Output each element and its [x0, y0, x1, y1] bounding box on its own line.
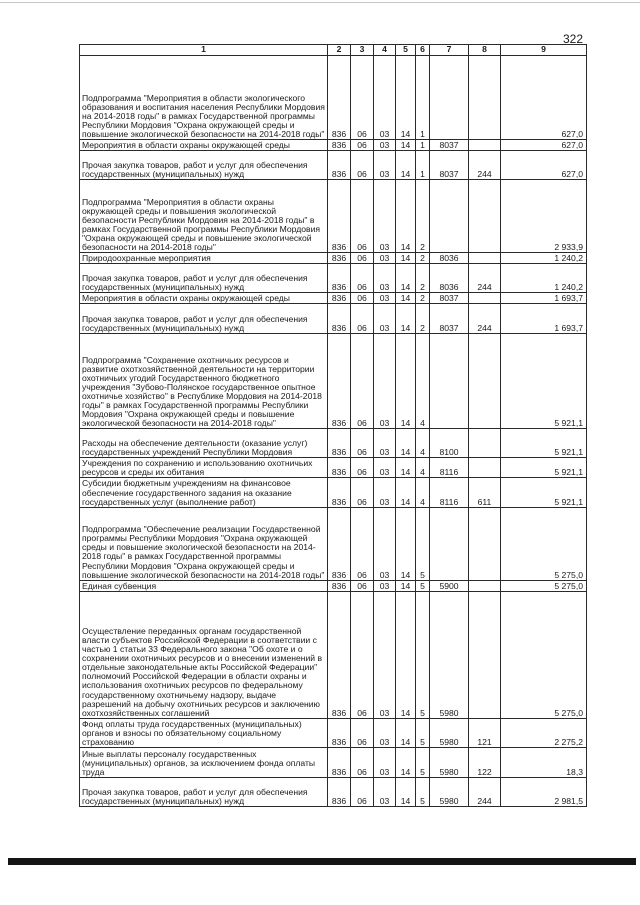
- row-value-cell: 836: [328, 293, 351, 304]
- row-value-cell: 5 921,1: [501, 429, 587, 458]
- column-header: 9: [501, 45, 587, 56]
- row-value-cell: 5: [416, 580, 430, 591]
- budget-table: [79, 44, 587, 807]
- row-name-cell: Фонд оплаты труда государственных (муниципальных) органов и взносы по обязательному социальному страхованию: [80, 718, 328, 747]
- table-row: [80, 56, 587, 140]
- row-value-cell: 14: [396, 253, 416, 264]
- table-row: [80, 478, 587, 507]
- row-value-cell: [430, 334, 469, 429]
- row-value-cell: 06: [351, 778, 374, 807]
- row-value-cell: 06: [351, 429, 374, 458]
- row-value-cell: 1: [416, 56, 430, 140]
- row-value-cell: 5 275,0: [501, 507, 587, 580]
- row-value-cell: [469, 140, 501, 151]
- row-value-cell: 244: [469, 151, 501, 180]
- row-value-cell: 03: [374, 151, 396, 180]
- row-value-cell: 244: [469, 778, 501, 807]
- row-value-cell: [469, 334, 501, 429]
- row-name-cell: Осуществление переданных органам государственной власти субъектов Российской Федерации в соответствии с частью 1 статьи 33 Федерального закона "Об охоте и о сохранении охотничьих ресурсов и о внесении изменений в отдельные законодательные акты Российской Федерации" полномочий Российской Федерации в области охраны и использования охотничьих ресурсов по федеральному государственному охотничьему надзору, выдаче разрешений на добычу охотничьих ресурсов и заключению охотхозяйственных соглашений: [80, 591, 328, 718]
- row-value-cell: 06: [351, 140, 374, 151]
- row-name-cell: Учреждения по сохранению и использованию охотничьих ресурсов и среды их обитания: [80, 458, 328, 478]
- row-value-cell: 14: [396, 180, 416, 253]
- row-value-cell: 2: [416, 253, 430, 264]
- table-row: [80, 458, 587, 478]
- row-value-cell: 4: [416, 429, 430, 458]
- row-value-cell: 5: [416, 718, 430, 747]
- row-value-cell: 836: [328, 778, 351, 807]
- row-value-cell: [469, 56, 501, 140]
- row-value-cell: 06: [351, 180, 374, 253]
- row-value-cell: 836: [328, 478, 351, 507]
- row-value-cell: 03: [374, 507, 396, 580]
- row-value-cell: 627,0: [501, 56, 587, 140]
- row-value-cell: 18,3: [501, 748, 587, 778]
- row-value-cell: 836: [328, 507, 351, 580]
- row-value-cell: 06: [351, 748, 374, 778]
- row-value-cell: 06: [351, 478, 374, 507]
- table-row: [80, 778, 587, 807]
- row-name-cell: Подпрограмма "Обеспечение реализации Государственной программы Республики Мордовия "Охрана окружающей среды и повышение экологической безопасности на 2014-2018 годы" в рамках Государственной программы Республики Мордовия "Охрана окружающей среды и повышение экологической безопасности на 2014-2018 годы": [80, 507, 328, 580]
- column-header: 5: [396, 45, 416, 56]
- row-value-cell: 5980: [430, 718, 469, 747]
- row-value-cell: 03: [374, 591, 396, 718]
- row-value-cell: 14: [396, 507, 416, 580]
- row-value-cell: 03: [374, 458, 396, 478]
- column-header: 2: [328, 45, 351, 56]
- row-value-cell: 03: [374, 748, 396, 778]
- table-row: [80, 718, 587, 747]
- column-header: 3: [351, 45, 374, 56]
- row-value-cell: 8037: [430, 293, 469, 304]
- table-row: [80, 304, 587, 334]
- row-value-cell: 06: [351, 718, 374, 747]
- page-number: 322: [563, 32, 584, 46]
- row-value-cell: 03: [374, 778, 396, 807]
- row-value-cell: 627,0: [501, 151, 587, 180]
- row-value-cell: 836: [328, 140, 351, 151]
- row-value-cell: 06: [351, 56, 374, 140]
- row-value-cell: 14: [396, 429, 416, 458]
- row-value-cell: 8037: [430, 140, 469, 151]
- row-value-cell: 8037: [430, 304, 469, 334]
- row-value-cell: 122: [469, 748, 501, 778]
- row-value-cell: 06: [351, 458, 374, 478]
- row-value-cell: 1 693,7: [501, 293, 587, 304]
- row-value-cell: [430, 180, 469, 253]
- row-value-cell: 836: [328, 180, 351, 253]
- row-value-cell: 836: [328, 429, 351, 458]
- row-value-cell: 1: [416, 140, 430, 151]
- row-value-cell: 14: [396, 304, 416, 334]
- row-value-cell: 14: [396, 56, 416, 140]
- row-value-cell: 8100: [430, 429, 469, 458]
- column-header: 1: [80, 45, 328, 56]
- row-value-cell: 06: [351, 264, 374, 293]
- row-value-cell: 14: [396, 748, 416, 778]
- row-value-cell: 836: [328, 151, 351, 180]
- row-value-cell: 06: [351, 293, 374, 304]
- row-value-cell: 5900: [430, 580, 469, 591]
- top-rule: [0, 2, 640, 3]
- row-value-cell: 836: [328, 718, 351, 747]
- row-value-cell: [430, 507, 469, 580]
- table-row: [80, 429, 587, 458]
- row-value-cell: 06: [351, 253, 374, 264]
- row-value-cell: 06: [351, 507, 374, 580]
- row-value-cell: 836: [328, 334, 351, 429]
- row-value-cell: 2: [416, 264, 430, 293]
- row-value-cell: 8036: [430, 253, 469, 264]
- row-value-cell: 4: [416, 478, 430, 507]
- row-value-cell: 8036: [430, 264, 469, 293]
- row-name-cell: Мероприятия в области охраны окружающей среды: [80, 293, 328, 304]
- table-row: [80, 264, 587, 293]
- table-row: [80, 748, 587, 778]
- row-name-cell: Подпрограмма "Сохранение охотничьих ресурсов и развитие охотхозяйственной деятельности на территории охотничьих угодий Государственного бюджетного учреждения "Зубово-Полянское государственное опытное охотничье хозяйство" в Республике Мордовия на 2014-2018 годы" в рамках Государственной программы Республики Мордовия "Охрана окружающей среды и повышение экологической безопасности на 2014-2018 годы": [80, 334, 328, 429]
- row-value-cell: 2: [416, 180, 430, 253]
- row-value-cell: 836: [328, 304, 351, 334]
- row-name-cell: Расходы на обеспечение деятельности (оказание услуг) государственных учреждений Республики Мордовия: [80, 429, 328, 458]
- row-value-cell: 06: [351, 151, 374, 180]
- row-value-cell: 1 240,2: [501, 253, 587, 264]
- row-value-cell: 06: [351, 334, 374, 429]
- row-name-cell: Единая субвенция: [80, 580, 328, 591]
- row-value-cell: 5: [416, 591, 430, 718]
- row-value-cell: 836: [328, 748, 351, 778]
- row-value-cell: 836: [328, 458, 351, 478]
- row-value-cell: 121: [469, 718, 501, 747]
- row-value-cell: 5 275,0: [501, 580, 587, 591]
- row-value-cell: [469, 458, 501, 478]
- row-value-cell: 14: [396, 140, 416, 151]
- row-value-cell: [469, 507, 501, 580]
- row-value-cell: 14: [396, 478, 416, 507]
- row-name-cell: Подпрограмма "Мероприятия в области экологического образования и воспитания населения Республики Мордовия на 2014-2018 годы" в рамках Государственной программы Республики Мордовия "Охрана окружающей среды и повышение экологической безопасности на 2014-2018 годы": [80, 56, 328, 140]
- table-row: [80, 293, 587, 304]
- row-value-cell: [469, 253, 501, 264]
- row-name-cell: Подпрограмма "Мероприятия в области охраны окружающей среды и повышения экологической безопасности Республики Мордовия на 2014-2018 годы" в рамках Государственной программы Республики Мордовия "Охрана окружающей среды и повышение экологической безопасности на 2014-2018 годы": [80, 180, 328, 253]
- row-value-cell: 1 693,7: [501, 304, 587, 334]
- table-header-row: [80, 45, 587, 56]
- row-name-cell: Прочая закупка товаров, работ и услуг для обеспечения государственных (муниципальных) нужд: [80, 151, 328, 180]
- row-value-cell: 03: [374, 140, 396, 151]
- row-value-cell: 4: [416, 458, 430, 478]
- row-name-cell: Прочая закупка товаров, работ и услуг для обеспечения государственных (муниципальных) нужд: [80, 304, 328, 334]
- row-value-cell: [469, 180, 501, 253]
- scan-bottom-edge: [8, 858, 636, 865]
- row-value-cell: [469, 580, 501, 591]
- row-value-cell: 03: [374, 264, 396, 293]
- row-value-cell: 14: [396, 334, 416, 429]
- row-value-cell: 2: [416, 304, 430, 334]
- row-value-cell: 2: [416, 293, 430, 304]
- row-name-cell: Мероприятия в области охраны окружающей среды: [80, 140, 328, 151]
- table-row: [80, 334, 587, 429]
- row-value-cell: 14: [396, 293, 416, 304]
- row-value-cell: [469, 293, 501, 304]
- column-header: 7: [430, 45, 469, 56]
- row-value-cell: 14: [396, 718, 416, 747]
- row-value-cell: 5 275,0: [501, 591, 587, 718]
- row-value-cell: 836: [328, 580, 351, 591]
- row-value-cell: 836: [328, 56, 351, 140]
- row-value-cell: 03: [374, 293, 396, 304]
- row-value-cell: 5: [416, 778, 430, 807]
- row-value-cell: 03: [374, 429, 396, 458]
- row-value-cell: 5 921,1: [501, 334, 587, 429]
- row-value-cell: 836: [328, 253, 351, 264]
- table-row: [80, 507, 587, 580]
- table-row: [80, 180, 587, 253]
- row-value-cell: 5: [416, 507, 430, 580]
- row-value-cell: 4: [416, 334, 430, 429]
- table-row: [80, 151, 587, 180]
- row-name-cell: Природоохранные мероприятия: [80, 253, 328, 264]
- table-row: [80, 580, 587, 591]
- row-value-cell: 2 275,2: [501, 718, 587, 747]
- row-value-cell: 06: [351, 591, 374, 718]
- row-value-cell: 14: [396, 151, 416, 180]
- row-value-cell: 14: [396, 458, 416, 478]
- row-value-cell: 14: [396, 580, 416, 591]
- row-value-cell: 611: [469, 478, 501, 507]
- row-value-cell: 8116: [430, 458, 469, 478]
- row-value-cell: 06: [351, 580, 374, 591]
- row-name-cell: Прочая закупка товаров, работ и услуг для обеспечения государственных (муниципальных) нужд: [80, 264, 328, 293]
- row-value-cell: [430, 56, 469, 140]
- row-value-cell: 5 921,1: [501, 458, 587, 478]
- row-value-cell: 03: [374, 253, 396, 264]
- row-value-cell: 8116: [430, 478, 469, 507]
- row-value-cell: 836: [328, 591, 351, 718]
- row-value-cell: 244: [469, 304, 501, 334]
- row-value-cell: 06: [351, 304, 374, 334]
- row-value-cell: [469, 591, 501, 718]
- table-row: [80, 253, 587, 264]
- row-value-cell: 03: [374, 56, 396, 140]
- row-name-cell: Прочая закупка товаров, работ и услуг для обеспечения государственных (муниципальных) нужд: [80, 778, 328, 807]
- row-value-cell: [469, 429, 501, 458]
- table-row: [80, 140, 587, 151]
- row-value-cell: 1: [416, 151, 430, 180]
- row-value-cell: 03: [374, 180, 396, 253]
- row-value-cell: 14: [396, 591, 416, 718]
- row-value-cell: 1 240,2: [501, 264, 587, 293]
- row-value-cell: 5980: [430, 748, 469, 778]
- row-name-cell: Субсидии бюджетным учреждениям на финансовое обеспечение государственного задания на оказание государственных услуг (выполнение работ): [80, 478, 328, 507]
- row-value-cell: 2 981,5: [501, 778, 587, 807]
- row-value-cell: 5980: [430, 591, 469, 718]
- row-value-cell: 03: [374, 304, 396, 334]
- column-header: 8: [469, 45, 501, 56]
- row-value-cell: 03: [374, 718, 396, 747]
- row-value-cell: 5980: [430, 778, 469, 807]
- row-value-cell: 5: [416, 748, 430, 778]
- row-value-cell: 03: [374, 580, 396, 591]
- row-value-cell: 2 933,9: [501, 180, 587, 253]
- row-value-cell: 14: [396, 264, 416, 293]
- row-name-cell: Иные выплаты персоналу государственных (муниципальных) органов, за исключением фонда оплаты труда: [80, 748, 328, 778]
- row-value-cell: 836: [328, 264, 351, 293]
- row-value-cell: 03: [374, 334, 396, 429]
- row-value-cell: 8037: [430, 151, 469, 180]
- row-value-cell: 627,0: [501, 140, 587, 151]
- column-header: 4: [374, 45, 396, 56]
- row-value-cell: 03: [374, 478, 396, 507]
- row-value-cell: 244: [469, 264, 501, 293]
- row-value-cell: 14: [396, 778, 416, 807]
- table-row: [80, 591, 587, 718]
- column-header: 6: [416, 45, 430, 56]
- row-value-cell: 5 921,1: [501, 478, 587, 507]
